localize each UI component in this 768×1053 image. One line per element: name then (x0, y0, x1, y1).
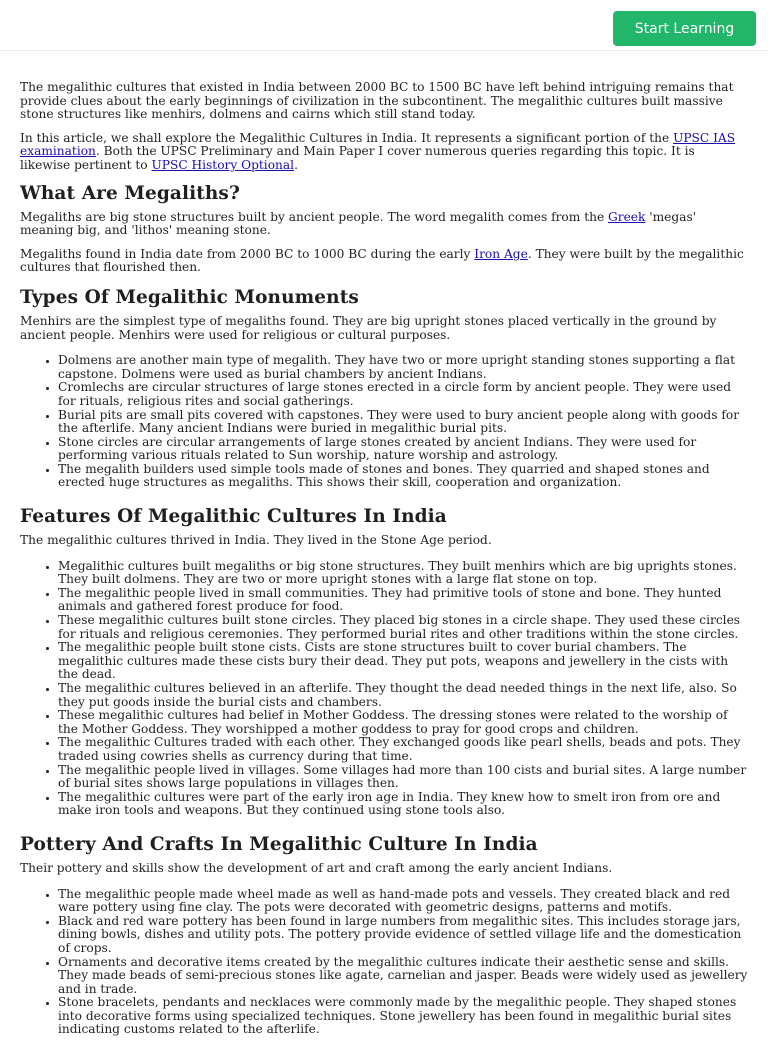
list-item: • The megalithic cultures believed in an afterlife. They thought the dead needed things in the next life, also. So they put goods inside the burial cists and chambers. (58, 682, 748, 709)
heading-what-are-megaliths: What Are Megaliths? (20, 182, 240, 204)
pottery-list (20, 888, 748, 1038)
heading-types-of-monuments: Types Of Megalithic Monuments (20, 286, 359, 308)
pottery-intro: Their pottery and skills show the development of art and craft among the early ancient Indians. (20, 860, 613, 875)
list-item: • The megalithic cultures were part of the early iron age in India. They knew how to smelt iron from ore and make iron tools and weapons. But they continued using stone tools also. (58, 791, 748, 818)
megaliths-definition: Megaliths are big stone structures built by ancient people. The word megalith comes from the Greek 'megas' meaning big, and 'lithos' meaning stone. (20, 209, 697, 238)
list-item: • The megalithic people lived in small communities. They had primitive tools of stone and bone. They hunted animals and gathered forest produce for food. (58, 587, 748, 614)
start-learning-button[interactable]: Start Learning (613, 11, 756, 46)
features-intro: The megalithic cultures thrived in India. They lived in the Stone Age period. (20, 533, 492, 548)
list-item: • Dolmens are another main type of megalith. They have two or more upright standing stones supporting a flat capstone. Dolmens were used as burial chambers by ancient Indians. (58, 354, 748, 381)
types-list (20, 354, 748, 490)
greek-link[interactable]: Greek (608, 209, 646, 224)
upsc-history-optional-link[interactable]: UPSC History Optional (151, 157, 295, 172)
list-item: • The megalithic people built stone cists. Cists are stone structures built to cover burial chambers. The megalithic cultures made these cists bury their dead. They put pots, weapons and jewellery in the cists with the dead. (58, 641, 748, 682)
list-item: • Cromlechs are circular structures of large stones erected in a circle form by ancient people. They were used for rituals, religious rites and social gatherings. (58, 381, 748, 408)
list-item: • These megalithic cultures built stone circles. They placed big stones in a circle shape. They used these circles for rituals and religious ceremonies. They performed burial rites and other traditions within the stone circles. (58, 614, 748, 641)
list-item: • These megalithic cultures had belief in Mother Goddess. The dressing stones were related to the worship of the Mother Goddess. They worshipped a mother goddess to pray for good crops and children. (58, 709, 748, 736)
intro-paragraph-2: In this article, we shall explore the Megalithic Cultures in India. It represents a significant portion of the UPSC IAS examination. Both the UPSC Preliminary and Main Paper I cover numerous queries regarding this topic. It is likewise pertinent to UPSC History Optional. (20, 130, 736, 172)
list-item: • The megalithic Cultures traded with each other. They exchanged goods like pearl shells, beads and pots. They traded using cowries shells as currency during that time. (58, 736, 748, 763)
list-item: • Black and red ware pottery has been found in large numbers from megalithic sites. This includes storage jars, dining bowls, dishes and utility pots. The pottery provide evidence of settled village life and the domestication of crops. (58, 915, 748, 956)
list-item: • Megalithic cultures built megaliths or big stone structures. They built menhirs which are big uprights stones. They built dolmens. They are two or more upright stones with a large flat stone on top. (58, 560, 748, 587)
list-item: • The megalithic people made wheel made as well as hand-made pots and vessels. They created black and red ware pottery using fine clay. The pots were decorated with geometric designs, patterns and motifs. (58, 888, 748, 915)
heading-features: Features Of Megalithic Cultures In India (20, 506, 447, 528)
list-item: • The megalithic people lived in villages. Some villages had more than 100 cists and burial sites. A large number of burial sites shows large populations in villages then. (58, 764, 748, 791)
upsc-ias-examination-link[interactable]: UPSC IAS examination (20, 130, 736, 159)
heading-pottery-and-crafts: Pottery And Crafts In Megalithic Culture In India (20, 833, 538, 855)
list-item: • Stone circles are circular arrangements of large stones created by ancient Indians. They were used for performing various rituals related to Sun worship, nature worship and astrology. (58, 436, 748, 463)
list-item: • Burial pits are small pits covered with capstones. They were used to bury ancient people along with goods for the afterlife. Many ancient Indians were buried in megalithic burial pits. (58, 409, 748, 436)
list-item: • Ornaments and decorative items created by the megalithic cultures indicate their aesthetic sense and skills. They made beads of semi-precious stones like agate, carnelian and jasper. Beads were widely used as jewellery and in trade. (58, 956, 748, 997)
iron-age-link[interactable]: Iron Age (474, 246, 528, 261)
megaliths-dating: Megaliths found in India date from 2000 BC to 1000 BC during the early Iron Age. They were built by the megalithic cultures that flourished then. (20, 246, 744, 275)
intro-paragraph: The megalithic cultures that existed in India between 2000 BC to 1500 BC have left behind intriguing remains that provide clues about the early beginnings of civilization in the subcontinent. The megalithic cultures built massive stone structures like menhirs, dolmens and cairns which still stand today. (20, 80, 734, 122)
features-list (20, 560, 748, 818)
list-item: • Stone bracelets, pendants and necklaces were commonly made by the megalithic people. They shaped stones into decorative forms using specialized techniques. Stone jewellery has been found in megalithic burial sites indicating customs related to the afterlife. (58, 996, 748, 1037)
top-bar (0, 0, 768, 51)
list-item: • The megalith builders used simple tools made of stones and bones. They quarried and shaped stones and erected huge structures as megaliths. This shows their skill, cooperation and organization. (58, 463, 748, 490)
article-body (20, 81, 748, 1053)
types-intro: Menhirs are the simplest type of megaliths found. They are big upright stones placed vertically in the ground by ancient people. Menhirs were used for religious or cultural purposes. (20, 313, 717, 342)
